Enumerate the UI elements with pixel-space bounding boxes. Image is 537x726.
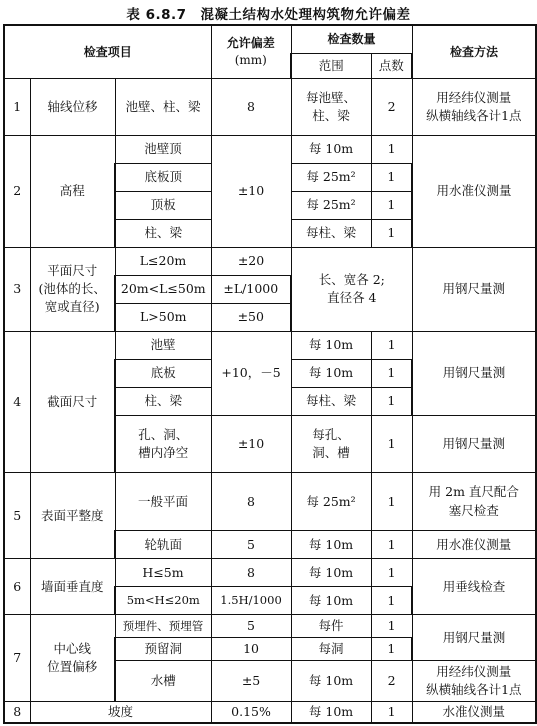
row-number: 7 [4, 615, 30, 702]
range-value: 每件 [291, 615, 371, 638]
tolerance-value: 8 [211, 473, 291, 531]
row-number: 3 [4, 247, 30, 331]
item-name: 坡度 [30, 702, 211, 723]
row-number: 2 [4, 135, 30, 247]
method-value: 用垂线检查 [412, 559, 536, 615]
range-value: 每池壁、 柱、梁 [291, 79, 371, 135]
method-value: 用钢尺量测 [412, 331, 536, 415]
points-value: 1 [371, 615, 412, 638]
sub-item: L>50m [115, 303, 211, 331]
item-name: 中心线 位置偏移 [30, 615, 115, 702]
header-points: 点数 [371, 53, 412, 79]
sub-item: L≤20m [115, 247, 211, 275]
row-number: 5 [4, 473, 30, 559]
sub-item: 20m<L≤50m [115, 275, 211, 303]
sub-item: 柱、梁 [115, 387, 211, 415]
tolerance-value: ±10 [211, 135, 291, 247]
range-value: 每 25m² [291, 191, 371, 219]
points-value: 1 [371, 531, 412, 559]
sub-item: 预埋件、预埋管 [115, 615, 211, 638]
range-value: 每 25m² [291, 473, 371, 531]
method-value: 用钢尺量测 [412, 415, 536, 472]
item-name: 高程 [30, 135, 115, 247]
sub-item: 池壁顶 [115, 135, 211, 163]
sub-item: 5m<H≤20m [115, 587, 211, 615]
range-value: 长、宽各 2; 直径各 4 [291, 247, 412, 331]
row-number: 1 [4, 79, 30, 135]
range-value: 每 10m [291, 135, 371, 163]
method-value: 用钢尺量测 [412, 247, 536, 331]
item-name: 平面尺寸 (池体的长、 宽或直径) [30, 247, 115, 331]
method-value: 用经纬仪测量 纵横轴线各计1点 [412, 79, 536, 135]
range-value: 每 10m [291, 702, 371, 723]
method-value: 水准仪测量 [412, 702, 536, 723]
tolerance-value: ±50 [211, 303, 291, 331]
points-value: 1 [371, 135, 412, 163]
header-item: 检查项目 [4, 25, 211, 79]
method-value: 用 2m 直尺配合 塞尺检查 [412, 473, 536, 531]
sub-item: 池壁、柱、梁 [115, 79, 211, 135]
tolerance-value: ±5 [211, 660, 291, 702]
tolerance-value: 1.5H/1000 [211, 587, 291, 615]
points-value: 1 [371, 559, 412, 587]
row-number: 8 [4, 702, 30, 723]
points-value: 1 [371, 473, 412, 531]
points-value: 1 [371, 415, 412, 472]
header-tolerance-unit: (mm) [234, 53, 267, 68]
range-value: 每 10m [291, 660, 371, 702]
method-value: 用经纬仪测量 纵横轴线各计1点 [412, 660, 536, 702]
points-value: 1 [371, 702, 412, 723]
header-method: 检查方法 [412, 25, 536, 79]
method-value: 用钢尺量测 [412, 615, 536, 661]
header-tolerance-label: 允许偏差 [226, 35, 275, 50]
points-value: 1 [371, 191, 412, 219]
points-value: 1 [371, 359, 412, 387]
tolerance-value: 5 [211, 615, 291, 638]
range-value: 每 10m [291, 559, 371, 587]
range-value: 每 25m² [291, 163, 371, 191]
range-value: 每洞 [291, 638, 371, 661]
points-value: 1 [371, 219, 412, 247]
range-value: 每柱、梁 [291, 387, 371, 415]
item-name: 墙面垂直度 [30, 559, 115, 615]
item-name: 截面尺寸 [30, 331, 115, 472]
points-value: 1 [371, 163, 412, 191]
sub-item: 顶板 [115, 191, 211, 219]
item-name: 表面平整度 [30, 473, 115, 559]
row-number: 4 [4, 331, 30, 472]
sub-item: 轮轨面 [115, 531, 211, 559]
points-value: 1 [371, 638, 412, 661]
points-value: 1 [371, 587, 412, 615]
points-value: 2 [371, 79, 412, 135]
tolerance-value: ±20 [211, 247, 291, 275]
range-value: 每柱、梁 [291, 219, 371, 247]
tolerance-value: +10，－5 [211, 331, 291, 415]
points-value: 2 [371, 660, 412, 702]
header-quantity: 检查数量 [291, 25, 412, 53]
method-value: 用水准仪测量 [412, 135, 536, 247]
sub-item: 预留洞 [115, 638, 211, 661]
tolerance-value: ±L/1000 [211, 275, 291, 303]
sub-item: 孔、洞、 槽内净空 [115, 415, 211, 472]
item-name: 轴线位移 [30, 79, 115, 135]
tolerance-table [3, 24, 537, 724]
sub-item: H≤5m [115, 559, 211, 587]
sub-item: 一般平面 [115, 473, 211, 531]
tolerance-value: 5 [211, 531, 291, 559]
sub-item: 池壁 [115, 331, 211, 359]
points-value: 1 [371, 331, 412, 359]
range-value: 每 10m [291, 531, 371, 559]
range-value: 每 10m [291, 359, 371, 387]
table-title: 表 6.8.7 混凝土结构水处理构筑物允许偏差 [126, 7, 411, 23]
tolerance-value: 8 [211, 79, 291, 135]
tolerance-value: ±10 [211, 415, 291, 472]
range-value: 每 10m [291, 331, 371, 359]
tolerance-value: 0.15% [211, 702, 291, 723]
tolerance-value: 8 [211, 559, 291, 587]
method-value: 用水准仪测量 [412, 531, 536, 559]
sub-item: 水槽 [115, 660, 211, 702]
header-range: 范围 [291, 53, 371, 79]
range-value: 每孔、 洞、槽 [291, 415, 371, 472]
tolerance-value: 10 [211, 638, 291, 661]
points-value: 1 [371, 387, 412, 415]
row-number: 6 [4, 559, 30, 615]
range-value: 每 10m [291, 587, 371, 615]
sub-item: 底板顶 [115, 163, 211, 191]
sub-item: 柱、梁 [115, 219, 211, 247]
sub-item: 底板 [115, 359, 211, 387]
header-tolerance [211, 25, 291, 79]
